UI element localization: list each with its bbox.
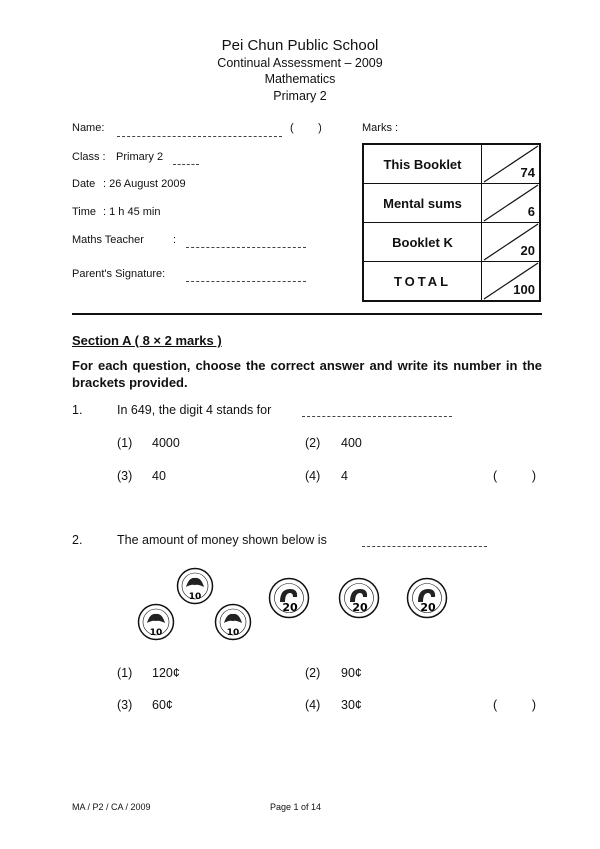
question-text: In 649, the digit 4 stands for [117,403,272,417]
option-text: 30¢ [341,698,362,712]
marks-row [363,262,540,302]
marks-row-value-cell [482,223,541,262]
ten-cent-coin [137,603,175,641]
marks-row-label: Mental sums [363,184,482,223]
twenty-cent-coin [338,577,380,619]
class-line[interactable] [173,152,199,170]
section-marks: ( 8 × 2 marks ) [134,333,222,348]
marks-row-value: 100 [513,282,535,297]
coin-value: 10 [149,628,163,638]
date-label: Date [72,178,96,190]
ten-cent-coin [176,567,214,605]
option-text: 40 [152,469,166,483]
name-label: Name: [72,122,105,134]
teacher-line[interactable] [186,235,306,253]
option-number: (1) [117,436,133,450]
date-value: : 26 August 2009 [103,178,186,190]
option-number: (2) [305,436,321,450]
marks-row-value: 6 [527,204,535,219]
marks-row-value: 20 [520,243,535,258]
divider [72,313,542,315]
assessment-title: Continual Assessment – 2009 [217,56,383,70]
class-value: Primary 2 [116,151,164,163]
option-number: (4) [305,698,321,712]
answer-brackets[interactable]: ( ) [493,469,537,483]
marks-row-label: This Booklet [363,144,482,184]
marks-table [362,143,541,302]
option-text: 400 [341,436,362,450]
ten-cent-coin [214,603,252,641]
name-brackets: ( ) [290,122,322,134]
option-text: 4 [341,469,348,483]
option-text: 120¢ [152,666,180,680]
class-label: Class : [72,151,106,163]
answer-brackets[interactable]: ( ) [493,698,537,712]
coin-value: 20 [352,601,368,614]
section-title [72,333,222,348]
marks-label: Marks : [362,122,399,134]
section-instructions: For each question, choose the correct answer and write its number in the brackets provided. [72,358,542,390]
marks-row-value-cell [482,184,541,223]
time-label: Time [72,206,97,218]
question-answer-line [362,534,487,552]
coin-value: 10 [226,628,240,638]
coin-value: 20 [282,601,298,614]
option-text: 90¢ [341,666,362,680]
subject: Mathematics [264,72,336,86]
question-number: 1. [72,403,83,417]
school-name: Pei Chun Public School [221,37,379,54]
teacher-label: Maths Teacher [72,234,144,246]
question-number: 2. [72,533,83,547]
twenty-cent-coin [268,577,310,619]
option-text: 60¢ [152,698,173,712]
marks-row-value-cell [482,262,541,302]
marks-row [363,223,540,262]
marks-row-value-cell [482,144,541,184]
teacher-colon: : [173,234,177,246]
marks-row-label: Booklet K [363,223,482,262]
parent-signature-line[interactable] [186,269,306,287]
option-number: (3) [117,469,133,483]
option-number: (4) [305,469,321,483]
marks-row-label: TOTAL [363,262,482,302]
option-number: (3) [117,698,133,712]
option-number: (1) [117,666,133,680]
marks-row-value: 74 [520,165,535,180]
marks-row [363,184,540,223]
footer-page-number: Page 1 of 14 [270,802,322,812]
section-name: Section A [72,333,131,348]
question-text: The amount of money shown below is [117,533,327,547]
parent-signature-label: Parent's Signature: [72,268,166,280]
coin-value: 10 [188,592,202,602]
level: Primary 2 [273,89,327,103]
option-number: (2) [305,666,321,680]
footer-code: MA / P2 / CA / 2009 [72,802,151,812]
marks-row [363,144,540,184]
time-value: : 1 h 45 min [103,206,161,218]
question-answer-line [302,404,452,422]
twenty-cent-coin [406,577,448,619]
coin-value: 20 [420,601,436,614]
option-text: 4000 [152,436,180,450]
name-line[interactable] [117,124,282,142]
